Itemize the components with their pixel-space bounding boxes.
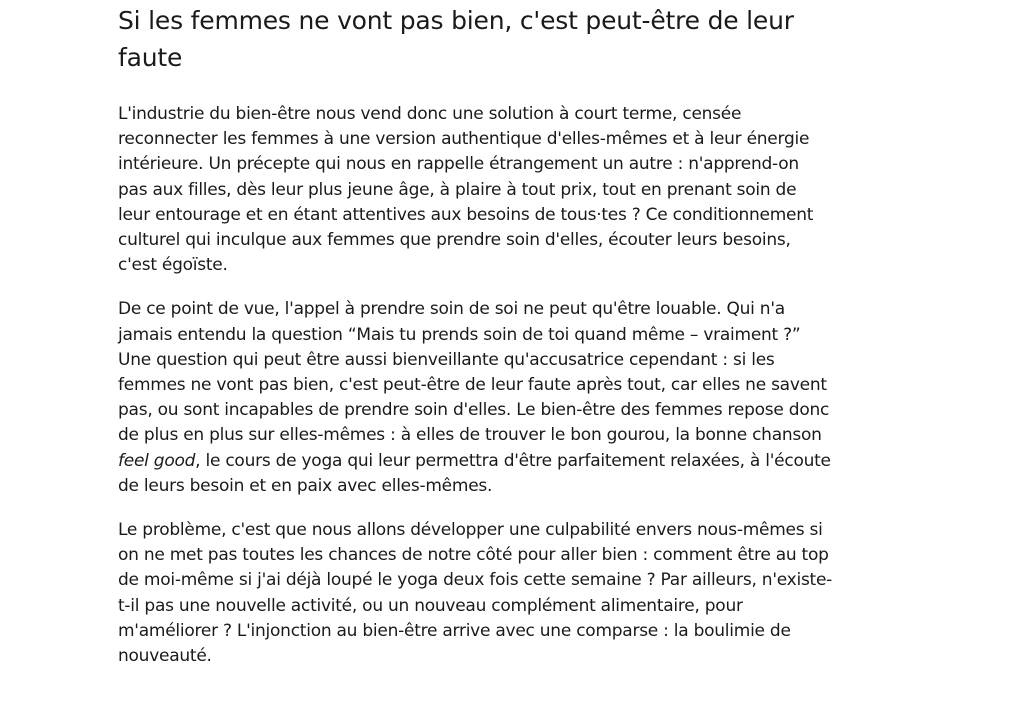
paragraph-2-text-end: , le cours de yoga qui leur permettra d'être parfaitement relaxées, à l'écoute de leurs besoin et en paix avec elles-mêmes. <box>118 450 831 496</box>
paragraph-1: L'industrie du bien-être nous vend donc une solution à court terme, censée reconnecter les femmes à une version authentique d'elles-mêmes et à leur énergie intérieure. Un précepte qui nous en rappelle étrangement un autre : n'apprend-on pas aux filles, dès leur plus jeune âge, à plaire à tout prix, tout en prenant soin de leur entourage et en étant attentives aux besoins de tous·tes ? Ce conditionnement culturel qui inculque aux femmes que prendre soin d'elles, écouter leurs besoins, c'est égoïste. <box>118 104 814 276</box>
article <box>118 2 833 688</box>
paragraph-2-text-start: De ce point de vue, l'appel à prendre soin de soi ne peut qu'être louable. Qui n'a jamais entendu la question “Mais tu prends soin de toi quand même – vraiment ?” Une question qui peut être aussi bienveillante qu'accusatrice cependant : si les femmes ne vont pas bien, c'est peut-être de leur faute après tout, car elles ne savent pas, ou sont incapables de prendre soin d'elles. Le bien-être des femmes repose donc de plus en plus sur elles-mêmes : à elles de trouver le bon gourou, la bonne chanson <box>118 299 830 446</box>
section-heading: Si les femmes ne vont pas bien, c'est peut-être de leur faute <box>118 6 794 72</box>
paragraph-2 <box>118 297 833 499</box>
paragraph-3: Le problème, c'est que nous allons développer une culpabilité envers nous-mêmes si on ne met pas toutes les chances de notre côté pour aller bien : comment être au top de moi-même si j'ai déjà loupé le yoga deux fois cette semaine ? Par ailleurs, n'existe-t-il pas une nouvelle activité, ou un nouveau complément alimentaire, pour m'améliorer ? L'injonction au bien-être arrive avec une comparse : la boulimie de nouveauté. <box>118 520 833 667</box>
paragraph-2-italic-phrase: feel good <box>118 450 196 471</box>
